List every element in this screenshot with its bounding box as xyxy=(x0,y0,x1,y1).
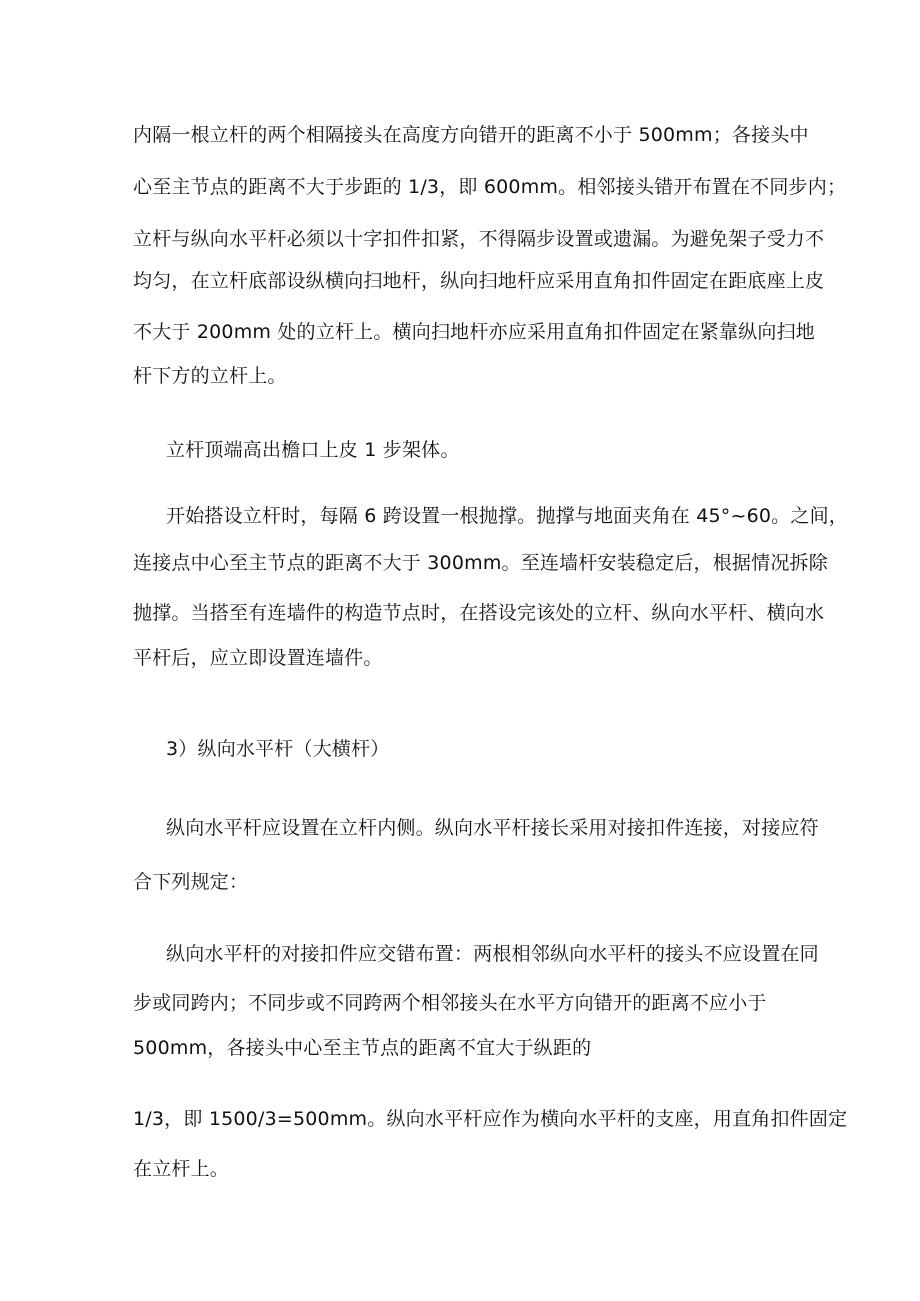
text-line: 开始搭设立杆时，每隔 6 跨设置一根抛撑。抛撑与地面夹角在 45°~60。之间， xyxy=(166,505,848,527)
section-heading: 3）纵向水平杆（大横杆） xyxy=(166,738,390,760)
text-line: 杆下方的立杆上。 xyxy=(133,365,287,387)
text-line: 纵向水平杆应设置在立杆内侧。纵向水平杆接长采用对接扣件连接，对接应符 xyxy=(166,817,819,839)
text-line: 在立杆上。 xyxy=(133,1158,230,1180)
text-line: 纵向水平杆的对接扣件应交错布置：两根相邻纵向水平杆的接头不应设置在同 xyxy=(166,943,819,965)
text-line: 内隔一根立杆的两个相隔接头在高度方向错开的距离不小于 500mm；各接头中 xyxy=(133,124,809,146)
text-line: 500mm，各接头中心至主节点的距离不宜大于纵距的 xyxy=(133,1037,592,1059)
text-line: 心至主节点的距离不大于步距的 1/3，即 600mm。相邻接头错开布置在不同步内； xyxy=(133,176,847,198)
text-line: 均匀，在立杆底部设纵横向扫地杆，纵向扫地杆应采用直角扣件固定在距底座上皮 xyxy=(133,270,825,292)
text-line: 1/3，即 1500/3=500mm。纵向水平杆应作为横向水平杆的支座，用直角扣件固定 xyxy=(133,1108,848,1130)
text-line: 合下列规定： xyxy=(133,871,249,893)
text-line: 连接点中心至主节点的距离不大于 300mm。至连墙杆安装稳定后，根据情况拆除 xyxy=(133,552,828,574)
text-line: 抛撑。当搭至有连墙件的构造节点时，在搭设完该处的立杆、纵向水平杆、横向水 xyxy=(133,602,825,624)
text-line: 不大于 200mm 处的立杆上。横向扫地杆亦应采用直角扣件固定在紧靠纵向扫地 xyxy=(133,321,815,343)
text-line: 立杆与纵向水平杆必须以十字扣件扣紧，不得隔步设置或遗漏。为避免架子受力不 xyxy=(133,228,825,250)
text-line: 立杆顶端高出檐口上皮 1 步架体。 xyxy=(166,439,460,461)
text-line: 步或同跨内；不同步或不同跨两个相邻接头在水平方向错开的距离不应小于 xyxy=(133,992,767,1014)
text-line: 平杆后，应立即设置连墙件。 xyxy=(133,647,383,669)
